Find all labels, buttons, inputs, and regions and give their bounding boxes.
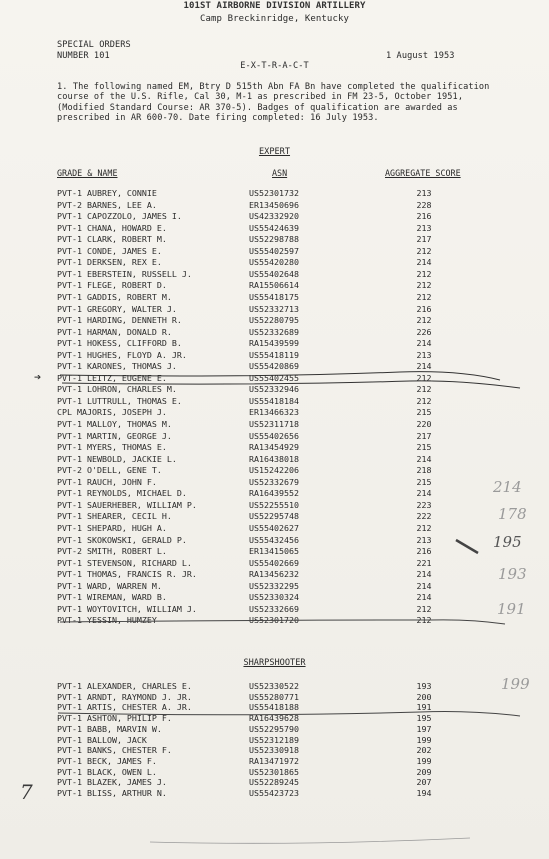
soldier-grade-name: PVT-1 NEWBOLD, JACKIE L. <box>57 453 177 464</box>
aggregate-score: 212 <box>416 615 432 626</box>
soldier-grade-name: PVT-1 BLACK, OWEN L. <box>57 766 157 777</box>
soldier-asn: US52301732 <box>249 188 299 198</box>
aggregate-score: 212 <box>416 384 432 395</box>
aggregate-score: 221 <box>416 557 432 568</box>
aggregate-score: 212 <box>416 372 432 383</box>
margin-note: 214 <box>493 478 522 496</box>
column-grade-name: GRADE & NAME <box>57 168 118 178</box>
soldier-grade-name: PVT-1 CLARK, ROBERT M. <box>57 234 167 245</box>
aggregate-score: 213 <box>416 534 432 545</box>
aggregate-score: 222 <box>416 511 432 522</box>
soldier-asn: US52301865 <box>249 766 299 777</box>
aggregate-score: 199 <box>416 734 432 745</box>
soldier-grade-name: PVT-1 STEVENSON, RICHARD L. <box>57 557 192 568</box>
aggregate-score: 213 <box>416 188 432 198</box>
soldier-asn: ER13466323 <box>249 407 299 418</box>
soldier-asn: US52332946 <box>249 384 299 395</box>
qualification-paragraph: 1. The following named EM, Btry D 515th Abn FA Bn have completed the qualification course of the U.S. Rifle, Cal 30, M-1 as prescribed in FM 23-5, October 1951, (Modified Standard Course: AR 370-5). Badges of qualification are awarded as prescribed in AR 600-70. Date firing completed: 16 July 1953. <box>57 82 490 124</box>
soldier-grade-name: PVT-1 ALEXANDER, CHARLES E. <box>57 681 192 691</box>
soldier-asn: US52330918 <box>249 745 299 756</box>
soldier-asn: US55418175 <box>249 291 299 302</box>
aggregate-score: 216 <box>416 211 432 222</box>
aggregate-score: 202 <box>416 745 432 756</box>
soldier-grade-name: PVT-1 GADDIS, ROBERT M. <box>57 291 172 302</box>
soldier-grade-name: PVT-1 BECK, JAMES F. <box>57 755 157 766</box>
soldier-grade-name: PVT-1 BABB, MARVIN W. <box>57 723 162 734</box>
soldier-grade-name: PVT-2 BARNES, LEE A. <box>57 199 157 210</box>
aggregate-score: 214 <box>416 592 432 603</box>
aggregate-score: 215 <box>416 407 432 418</box>
column-aggregate-score: AGGREGATE SCORE <box>385 168 461 178</box>
aggregate-score: 217 <box>416 234 432 245</box>
soldier-grade-name: PVT-1 LUTTRULL, THOMAS E. <box>57 395 182 406</box>
soldier-asn: RA13454929 <box>249 442 299 453</box>
expert-section-title: EXPERT <box>258 147 291 157</box>
soldier-asn: US52289245 <box>249 777 299 788</box>
aggregate-score: 193 <box>416 681 432 691</box>
aggregate-score: 195 <box>416 713 432 724</box>
soldier-grade-name: PVT-1 BANKS, CHESTER F. <box>57 745 172 756</box>
soldier-grade-name: PVT-1 HOKESS, CLIFFORD B. <box>57 338 182 349</box>
soldier-grade-name: PVT-1 HARMAN, DONALD R. <box>57 326 172 337</box>
margin-note: 199 <box>501 675 530 693</box>
aggregate-score: 214 <box>416 453 432 464</box>
soldier-grade-name: PVT-1 FLEGE, ROBERT D. <box>57 280 167 291</box>
soldier-asn: US42332920 <box>249 211 299 222</box>
aggregate-score: 194 <box>416 788 432 798</box>
soldier-asn: RA15439599 <box>249 338 299 349</box>
aggregate-score: 199 <box>416 755 432 766</box>
soldier-grade-name: PVT-1 WOYTOVITCH, WILLIAM J. <box>57 603 197 614</box>
aggregate-score: 217 <box>416 430 432 441</box>
soldier-asn: RA13456232 <box>249 569 299 580</box>
soldier-asn: US55418184 <box>249 395 299 406</box>
margin-note: 178 <box>498 505 527 523</box>
soldier-asn: US55424639 <box>249 222 299 233</box>
margin-note: 7 <box>20 780 33 804</box>
soldier-asn: RA13471972 <box>249 755 299 766</box>
soldier-grade-name: PVT-1 SKOKOWSKI, GERALD P. <box>57 534 187 545</box>
soldier-grade-name: PVT-1 REYNOLDS, MICHAEL D. <box>57 488 187 499</box>
soldier-grade-name: CPL MAJORIS, JOSEPH J. <box>57 407 167 418</box>
soldier-asn: US55402597 <box>249 245 299 256</box>
soldier-asn: US55402656 <box>249 430 299 441</box>
order-date: 1 August 1953 <box>386 51 455 61</box>
aggregate-score: 223 <box>416 499 432 510</box>
aggregate-score: 209 <box>416 766 432 777</box>
soldier-asn: US55402455 <box>249 372 299 383</box>
aggregate-score: 214 <box>416 580 432 591</box>
soldier-grade-name: PVT-2 O'DELL, GENE T. <box>57 465 162 476</box>
soldier-asn: US15242206 <box>249 465 299 476</box>
soldier-grade-name: PVT-1 KARONES, THOMAS J. <box>57 361 177 372</box>
soldier-grade-name: PVT-2 SMITH, ROBERT L. <box>57 546 167 557</box>
soldier-grade-name: PVT-1 RAUCH, JOHN F. <box>57 476 157 487</box>
soldier-grade-name: PVT-1 THOMAS, FRANCIS R. JR. <box>57 569 197 580</box>
margin-note: 193 <box>498 565 527 583</box>
soldier-asn: US52298788 <box>249 234 299 245</box>
soldier-asn: US52332295 <box>249 580 299 591</box>
order-number: NUMBER 101 <box>57 51 110 61</box>
soldier-grade-name: PVT-1 HUGHES, FLOYD A. JR. <box>57 349 187 360</box>
aggregate-score: 212 <box>416 522 432 533</box>
soldier-asn: US52301720 <box>249 615 299 626</box>
soldier-grade-name: PVT-1 WIREMAN, WARD B. <box>57 592 167 603</box>
soldier-asn: US52330324 <box>249 592 299 603</box>
aggregate-score: 213 <box>416 349 432 360</box>
aggregate-score: 220 <box>416 419 432 429</box>
aggregate-score: 214 <box>416 338 432 349</box>
soldier-asn: ER13450696 <box>249 199 299 210</box>
sharpshooter-section-title: SHARPSHOOTER <box>243 658 306 668</box>
division-heading: 101ST AIRBORNE DIVISION ARTILLERY <box>183 1 366 11</box>
soldier-asn: US55423723 <box>249 788 299 798</box>
soldier-asn: RA16438018 <box>249 453 299 464</box>
soldier-asn: US55280771 <box>249 691 299 702</box>
soldier-grade-name: PVT-1 HARDING, DENNETH R. <box>57 315 182 326</box>
special-orders-label: SPECIAL ORDERS <box>57 40 131 50</box>
soldier-grade-name: PVT-1 AUBREY, CONNIE <box>57 188 157 198</box>
aggregate-score: 215 <box>416 442 432 453</box>
soldier-asn: US55402648 <box>249 268 299 279</box>
soldier-grade-name: PVT-1 CHANA, HOWARD E. <box>57 222 167 233</box>
aggregate-score: 207 <box>416 777 432 788</box>
soldier-grade-name: PVT-1 CONDE, JAMES E. <box>57 245 162 256</box>
aggregate-score: 214 <box>416 488 432 499</box>
soldier-asn: US55402627 <box>249 522 299 533</box>
soldier-grade-name: PVT-1 YESSIN, HUMZEY <box>57 615 157 626</box>
camp-location: Camp Breckinridge, Kentucky <box>200 14 349 24</box>
soldier-asn: US52332669 <box>249 603 299 614</box>
soldier-asn: US55420869 <box>249 361 299 372</box>
handwritten-arrow-icon: ➔ <box>34 370 42 384</box>
soldier-grade-name: PVT-1 DERKSEN, REX E. <box>57 257 162 268</box>
soldier-grade-name: PVT-1 BALLOW, JACK <box>57 734 147 745</box>
aggregate-score: 214 <box>416 361 432 372</box>
soldier-asn: RA16439628 <box>249 713 299 724</box>
soldier-grade-name: PVT-1 ARTIS, CHESTER A. JR. <box>57 702 192 713</box>
soldier-grade-name: PVT-1 LOHRON, CHARLES M. <box>57 384 177 395</box>
aggregate-score: 212 <box>416 280 432 291</box>
aggregate-score: 218 <box>416 465 432 476</box>
soldier-asn: US52312189 <box>249 734 299 745</box>
aggregate-score: 216 <box>416 546 432 557</box>
soldier-grade-name: PVT-1 MYERS, THOMAS E. <box>57 442 167 453</box>
soldier-asn: US52280795 <box>249 315 299 326</box>
aggregate-score: 216 <box>416 303 432 314</box>
aggregate-score: 214 <box>416 569 432 580</box>
extract-heading: E-X-T-R-A-C-T <box>240 61 309 71</box>
soldier-grade-name: PVT-1 GREGORY, WALTER J. <box>57 303 177 314</box>
aggregate-score: 215 <box>416 476 432 487</box>
column-asn: ASN <box>272 168 288 178</box>
soldier-asn: US55418188 <box>249 702 299 713</box>
soldier-asn: RA15506614 <box>249 280 299 291</box>
aggregate-score: 197 <box>416 723 432 734</box>
soldier-grade-name: PVT-1 SHEPARD, HUGH A. <box>57 522 167 533</box>
soldier-grade-name: PVT-1 CAPOZZOLO, JAMES I. <box>57 211 182 222</box>
soldier-grade-name: PVT-1 WARD, WARREN M. <box>57 580 162 591</box>
aggregate-score: 212 <box>416 315 432 326</box>
margin-note: 195 <box>493 533 522 551</box>
soldier-grade-name: PVT-1 BLISS, ARTHUR N. <box>57 788 167 798</box>
soldier-asn: US52311718 <box>249 419 299 429</box>
soldier-asn: US55402669 <box>249 557 299 568</box>
soldier-asn: US52332689 <box>249 326 299 337</box>
aggregate-score: 213 <box>416 222 432 233</box>
aggregate-score: 200 <box>416 691 432 702</box>
soldier-grade-name: PVT-1 ASHTON, PHILIP F. <box>57 713 172 724</box>
aggregate-score: 214 <box>416 257 432 268</box>
soldier-asn: US55432456 <box>249 534 299 545</box>
aggregate-score: 226 <box>416 326 432 337</box>
aggregate-score: 212 <box>416 603 432 614</box>
soldier-grade-name: PVT-1 LEITZ, EUGENE E. <box>57 372 167 383</box>
aggregate-score: 212 <box>416 245 432 256</box>
aggregate-score: 212 <box>416 395 432 406</box>
soldier-asn: US52332713 <box>249 303 299 314</box>
soldier-asn: US55418119 <box>249 349 299 360</box>
soldier-grade-name: PVT-1 MALLOY, THOMAS M. <box>57 419 172 429</box>
aggregate-score: 228 <box>416 199 432 210</box>
aggregate-score: 191 <box>416 702 432 713</box>
aggregate-score: 212 <box>416 291 432 302</box>
soldier-asn: ER13415065 <box>249 546 299 557</box>
aggregate-score: 212 <box>416 268 432 279</box>
soldier-asn: US52332679 <box>249 476 299 487</box>
soldier-grade-name: PVT-1 EBERSTEIN, RUSSELL J. <box>57 268 192 279</box>
soldier-grade-name: PVT-1 ARNDT, RAYMOND J. JR. <box>57 691 192 702</box>
soldier-asn: RA16439552 <box>249 488 299 499</box>
soldier-asn: US52295748 <box>249 511 299 522</box>
soldier-asn: US52295790 <box>249 723 299 734</box>
soldier-asn: US52330522 <box>249 681 299 691</box>
soldier-asn: US55420280 <box>249 257 299 268</box>
soldier-asn: US52255510 <box>249 499 299 510</box>
soldier-grade-name: PVT-1 BLAZEK, JAMES J. <box>57 777 167 788</box>
soldier-grade-name: PVT-1 SAUERHEBER, WILLIAM P. <box>57 499 197 510</box>
margin-note: 191 <box>497 600 526 618</box>
soldier-grade-name: PVT-1 MARTIN, GEORGE J. <box>57 430 172 441</box>
soldier-grade-name: PVT-1 SHEARER, CECIL H. <box>57 511 172 522</box>
